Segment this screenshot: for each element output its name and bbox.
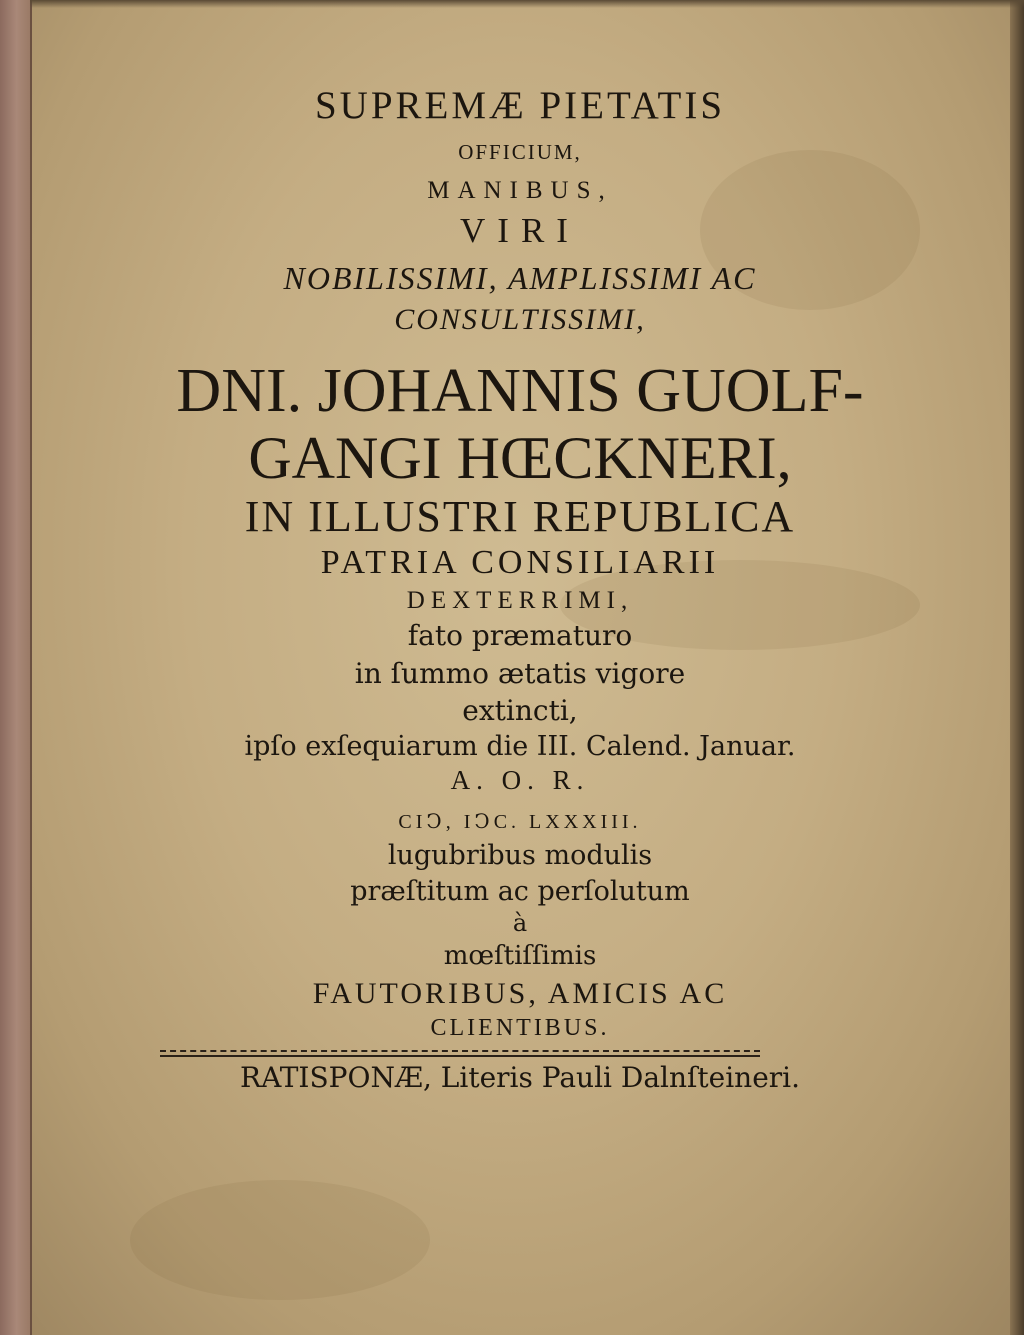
deceased-name: DNI. JOHANNIS GUOLF- (176, 357, 864, 425)
authors-line: FAUTORIBUS, AMICIS AC (312, 977, 728, 1010)
page-edge (1010, 0, 1024, 1335)
office-line: DEXTERRIMI, (406, 587, 634, 614)
binding-spine (0, 0, 32, 1335)
title-line: OFFICIUM, (458, 140, 582, 164)
epithet-line: NOBILISSIMI, AMPLISSIMI AC (283, 260, 757, 296)
separator-rule (160, 1055, 760, 1057)
title-line: SUPREMÆ PIETATIS (314, 84, 726, 127)
office-line: PATRIA CONSILIARII (320, 544, 720, 581)
body-line: fato præmaturo (407, 619, 633, 652)
office-line: IN ILLUSTRI REPUBLICA (244, 492, 796, 541)
body-line: ipſo exſequiarum die III. Calend. Januar. (244, 731, 796, 762)
year-line: CIↃ, IↃC. LXXXIII. (398, 811, 642, 833)
title-line: VIRI (460, 211, 580, 250)
body-line: in ſummo ætatis vigore (354, 657, 686, 690)
title-line: MANIBUS, (427, 177, 613, 204)
body-line: lugubribus modulis (387, 840, 653, 871)
deceased-name: GANGI HŒCKNERI, (248, 425, 792, 491)
body-line: præſtitum ac perſolutum (350, 876, 690, 907)
body-line: mœſtiſſimis (443, 941, 597, 971)
separator-rule (160, 1050, 760, 1052)
authors-line: CLIENTIBUS. (430, 1015, 610, 1041)
paper-stain (130, 1180, 430, 1300)
body-line: extincti, (462, 694, 578, 727)
body-line: A. O. R. (450, 765, 590, 795)
epithet-line: CONSULTISSIMI, (394, 303, 646, 336)
imprint-line: RATISPONÆ, Literis Pauli Dalnſteineri. (239, 1061, 801, 1094)
page-top-edge (30, 0, 1024, 8)
body-line: à (512, 909, 528, 937)
